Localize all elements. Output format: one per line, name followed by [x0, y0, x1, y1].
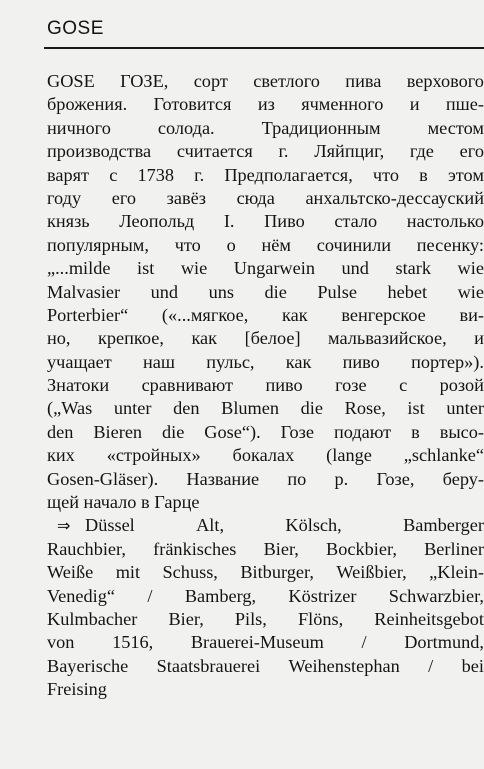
body-line: популярным, что о нём сочинили песенку:	[47, 234, 484, 255]
body-line: („Was unter den Blumen die Rose, ist unter	[47, 398, 484, 419]
body-line: „...milde ist wie Ungarwein und stark wie	[47, 258, 484, 279]
body-line: году его завёз сюда анхальтско-дессауский	[47, 187, 484, 208]
body-line: Знатоки сравнивают пиво гозе с розой	[47, 375, 484, 396]
body-line: но, крепкое, как [белое] мальвазийское, и	[47, 328, 484, 349]
entry-body	[47, 70, 484, 514]
reference-line: Rauchbier, fränkisches Bier, Bockbier, Berliner	[47, 538, 484, 559]
reference-line: Venedig“ / Bamberg, Köstrizer Schwarzbier,	[47, 585, 484, 606]
reference-line: Weiße mit Schuss, Bitburger, Weißbier, „Klein-	[47, 562, 484, 583]
body-line: Gosen-Gläser). Название по р. Гозе, беру-	[47, 468, 484, 489]
body-line: брожения. Готовится из ячменного и пше-	[47, 94, 484, 115]
reference-line: Kulmbacher Bier, Pils, Flöns, Reinheitsgebot	[47, 608, 484, 629]
body-line: варят с 1738 г. Предполагается, что в этом	[47, 164, 484, 185]
header-rule	[44, 47, 484, 49]
body-line: ничного солода. Традиционным местом	[47, 117, 484, 138]
reference-text: Düssel Alt, Kölsch, Bamberger	[85, 515, 484, 536]
body-line-last: щей начало в Гарце	[47, 492, 200, 513]
body-line: GOSE ГОЗЕ, сорт светлого пива верхового	[47, 71, 484, 91]
see-also-arrow-icon: ⇒	[57, 516, 71, 536]
body-line: учащает наш пульс, как пиво портер»).	[47, 351, 484, 372]
body-line: производства считается г. Ляйпциг, где его	[47, 141, 484, 162]
reference-line-first	[47, 514, 484, 537]
reference-line: von 1516, Brauerei-Museum / Dortmund,	[47, 632, 484, 653]
body-line: ких «стройных» бокалах (lange „schlanke“	[47, 445, 484, 466]
body-line: князь Леопольд I. Пиво стало настолько	[47, 211, 484, 232]
running-head: GOSE	[47, 18, 104, 39]
reference-line-last: Freising	[47, 679, 107, 700]
see-also-references	[47, 514, 484, 701]
body-line: den Bieren die Gose“). Гозе подают в высо-	[47, 421, 484, 442]
body-line: Malvasier und uns die Pulse hebet wie	[47, 281, 484, 302]
reference-line: Bayerische Staatsbrauerei Weihenstephan / bei	[47, 655, 484, 676]
body-line: Porterbier“ («...мягкое, как венгерское ви-	[47, 304, 484, 325]
entry-gose	[47, 70, 484, 702]
